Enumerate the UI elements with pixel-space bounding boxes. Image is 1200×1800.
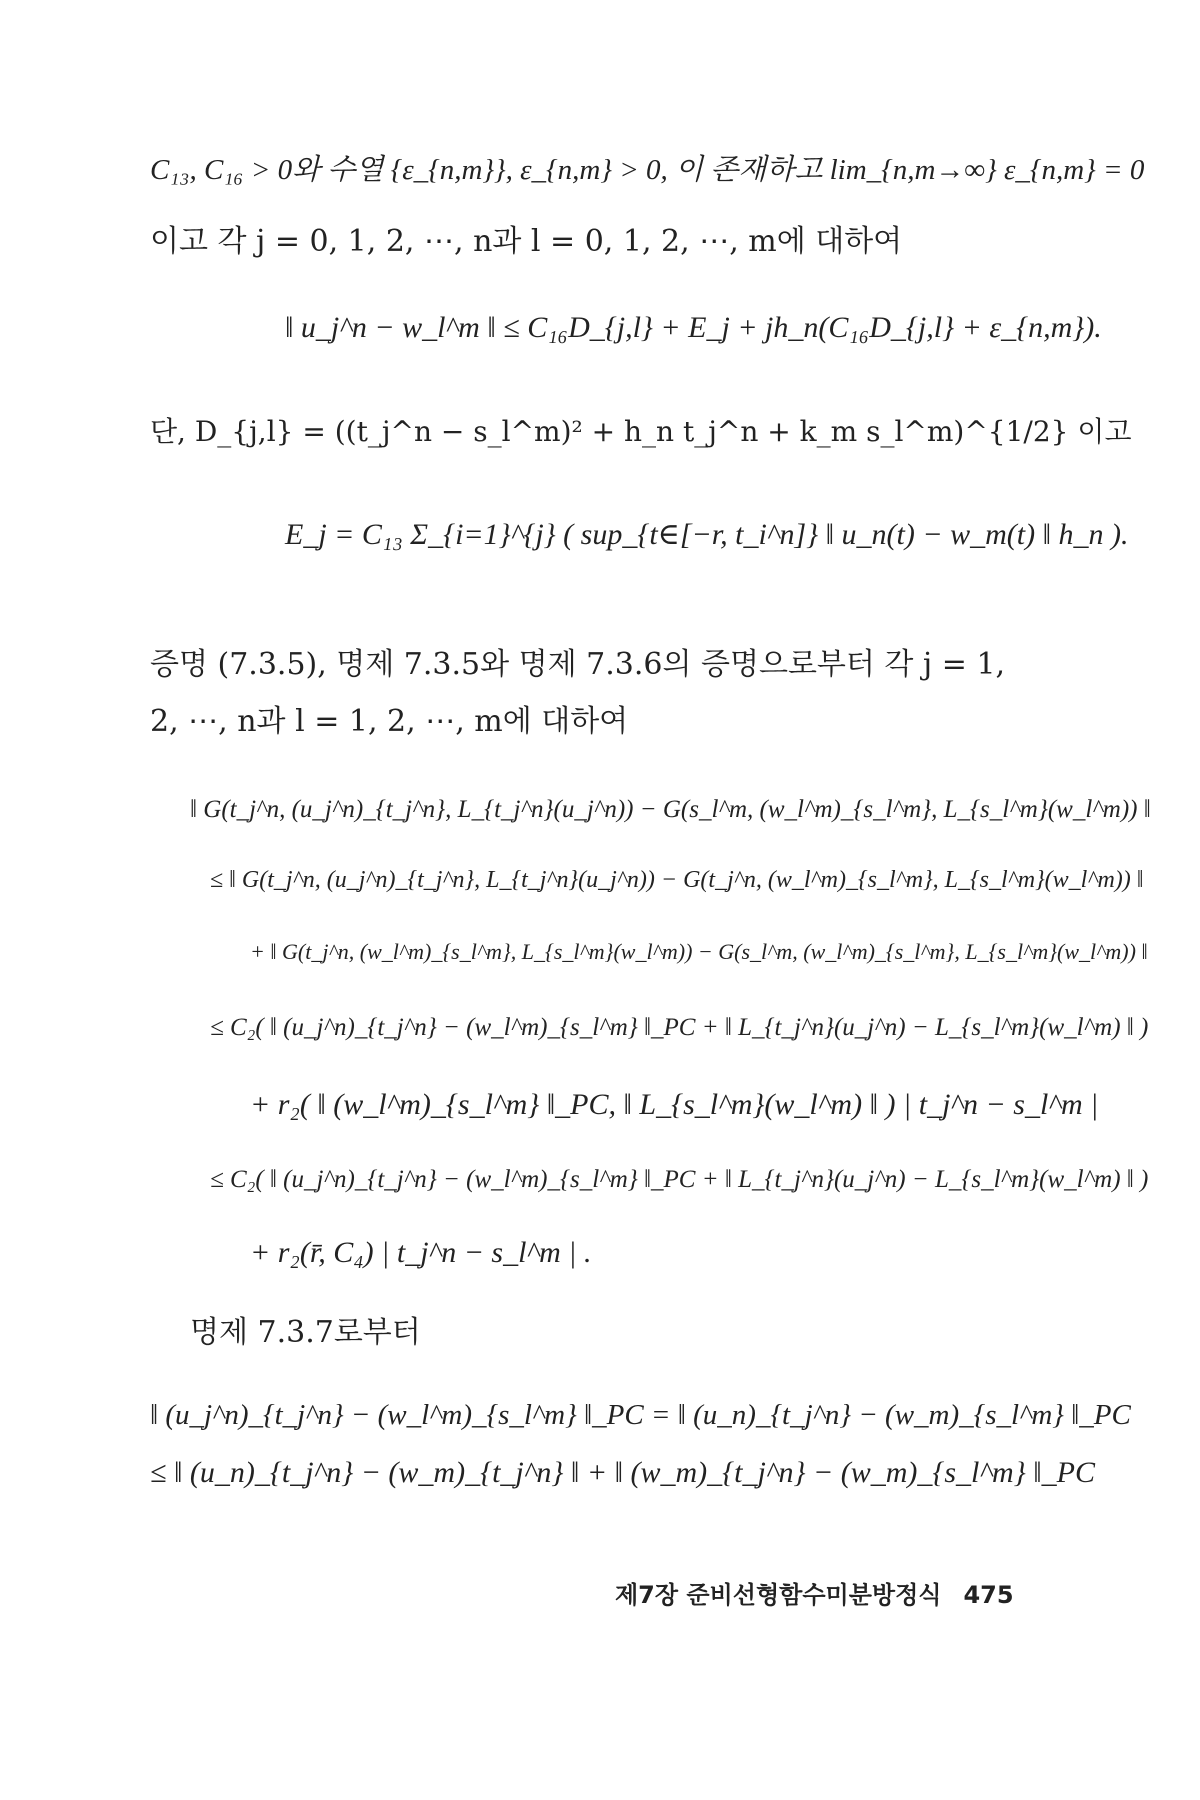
proof-line-2: 2, ⋯, n과 l = 1, 2, ⋯, m에 대하여	[150, 704, 629, 739]
equation-bound: ‖ u_j^n − w_l^m ‖ ≤ C₁₆D_{j,l} + E_j + jh_n(C₁₆D_{j,l} + ε_{n,m}).	[285, 311, 1102, 344]
page-footer	[615, 1575, 1014, 1610]
derivation-line-1: ‖ G(t_j^n, (u_j^n)_{t_j^n}, L_{t_j^n}(u_j^n)) − G(s_l^m, (w_l^m)_{s_l^m}, L_{s_l^m}(w_l^m)) ‖	[190, 796, 1151, 823]
text-line-1: C₁₃, C₁₆ > 0와 수열 {ε_{n,m}}, ε_{n,m} > 0, 이 존재하고 lim_{n,m→∞} ε_{n,m} = 0	[150, 154, 1145, 186]
proof-line-1: 증명 (7.3.5), 명제 7.3.5와 명제 7.3.6의 증명으로부터 각 j = 1,	[150, 647, 1006, 682]
derivation-line-3: + ‖ G(t_j^n, (w_l^m)_{s_l^m}, L_{s_l^m}(w_l^m)) − G(s_l^m, (w_l^m)_{s_l^m}, L_{s_l^m}(w_l^m)) ‖	[250, 939, 1148, 964]
text-line-definition-d: 단, D_{j,l} = ((t_j^n − s_l^m)² + h_n t_j^n + k_m s_l^m)^{1/2} 이고	[150, 415, 1132, 448]
equation-pc-norm-2: ≤ ‖ (u_n)_{t_j^n} − (w_m)_{t_j^n} ‖ + ‖ (w_m)_{t_j^n} − (w_m)_{s_l^m} ‖_PC	[150, 1456, 1095, 1489]
chapter-title: 제7장 준비선형함수미분방정식	[615, 1581, 942, 1609]
equation-e-definition: E_j = C₁₃ Σ_{i=1}^{j} ( sup_{t∈[−r, t_i^n]} ‖ u_n(t) − w_m(t) ‖ h_n ).	[285, 518, 1129, 551]
derivation-line-5: + r₂( ‖ (w_l^m)_{s_l^m} ‖_PC, ‖ L_{s_l^m}(w_l^m) ‖ ) | t_j^n − s_l^m |	[250, 1088, 1099, 1121]
derivation-line-6: ≤ C₂( ‖ (u_j^n)_{t_j^n} − (w_l^m)_{s_l^m} ‖_PC + ‖ L_{t_j^n}(u_j^n) − L_{s_l^m}(w_l^m) ‖ )	[210, 1166, 1149, 1193]
derivation-line-7: + r₂(r̄, C₄) | t_j^n − s_l^m | .	[250, 1236, 592, 1269]
derivation-line-4: ≤ C₂( ‖ (u_j^n)_{t_j^n} − (w_l^m)_{s_l^m} ‖_PC + ‖ L_{t_j^n}(u_j^n) − L_{s_l^m}(w_l^m) ‖ )	[210, 1014, 1149, 1041]
equation-pc-norm-1: ‖ (u_j^n)_{t_j^n} − (w_l^m)_{s_l^m} ‖_PC = ‖ (u_n)_{t_j^n} − (w_m)_{s_l^m} ‖_PC	[150, 1399, 1131, 1431]
text-line-2: 이고 각 j = 0, 1, 2, ⋯, n과 l = 0, 1, 2, ⋯, m에 대하여	[150, 224, 903, 259]
text-line-proposition: 명제 7.3.7로부터	[190, 1315, 421, 1350]
derivation-line-2: ≤ ‖ G(t_j^n, (u_j^n)_{t_j^n}, L_{t_j^n}(u_j^n)) − G(t_j^n, (w_l^m)_{s_l^m}, L_{s_l^m}(w_l^m)) ‖	[210, 867, 1144, 893]
page-number: 475	[963, 1581, 1014, 1609]
